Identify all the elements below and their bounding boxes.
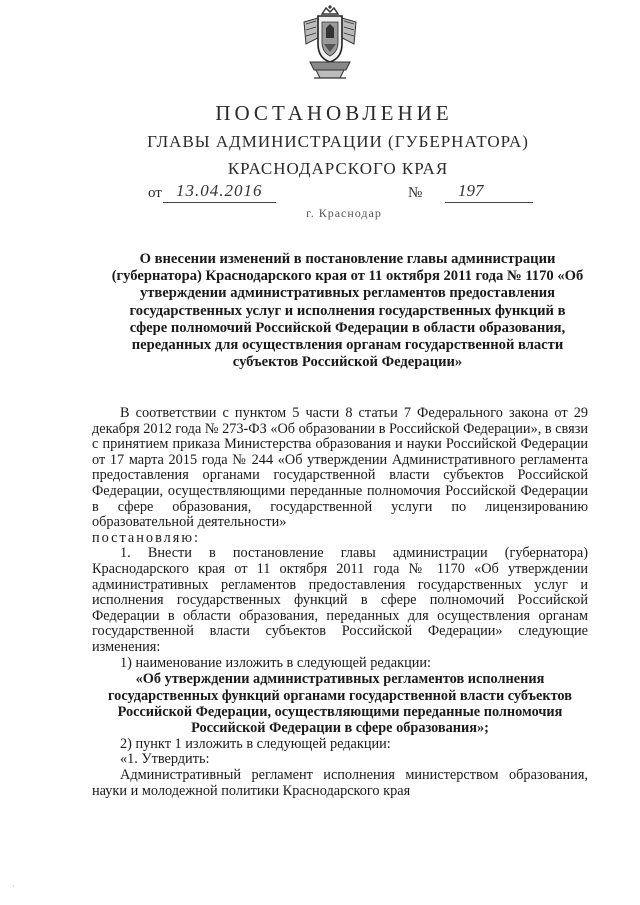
scan-mark: · <box>12 882 15 891</box>
issuer-heading-line2: КРАСНОДАРСКОГО КРАЯ <box>227 159 449 178</box>
coat-of-arms-emblem <box>300 4 360 86</box>
document-body <box>92 406 588 799</box>
regulation-paragraph: Административный регламент исполнения министерством образования, науки и молодежной политики Краснодарского края <box>92 766 588 799</box>
date-number-row <box>0 183 640 207</box>
resolve-word: постановляю: <box>92 529 200 546</box>
sub-item-2: 2) пункт 1 изложить в следующей редакции: <box>120 735 391 752</box>
sub-item-1: 1) наименование изложить в следующей редакции: <box>120 654 431 671</box>
sub-item-3: «1. Утвердить: <box>120 751 210 768</box>
number-prefix: № <box>408 185 423 201</box>
document-type-heading: ПОСТАНОВЛЕНИЕ <box>215 101 453 125</box>
city-label: г. Краснодар <box>306 206 382 220</box>
handwritten-number: 197 <box>458 181 484 200</box>
preamble-paragraph: В соответствии с пунктом 5 части 8 статьи 7 Федерального закона от 29 декабря 2012 года № 273-ФЗ «Об образовании в Российской Федерации», в связи с принятием приказа Министерства образования и науки Российской Федерации от 17 марта 2015 года № 244 «Об утверждении Административного регламента предоставления органами государственной власти субъектов Российской Федерации, осуществляющими переданные полномочия Российской Федерации в сфере образования, государственной услуги по лицензированию образовательной деятельности» <box>92 405 588 531</box>
handwritten-date: 13.04.2016 <box>176 181 263 200</box>
date-prefix: от <box>148 185 162 201</box>
issuer-heading-line1: ГЛАВЫ АДМИНИСТРАЦИИ (ГУБЕРНАТОРА) <box>147 132 529 151</box>
date-underline <box>163 202 276 203</box>
clause-1-paragraph: 1. Внести в постановление главы администрации (губернатора) Краснодарского края от 11 октября 2011 года № 1170 «Об утверждении административных регламентов предоставления государственных услуг и исполнения государственных функций в сфере полномочий Российской Федерации в области образования, переданных для осуществления органам государственной власти субъектов Российской Федерации» следующие изменения: <box>92 545 588 655</box>
resolution-title: О внесении изменений в постановление главы администрации (губернатора) Краснодарского края от 11 октября 2011 года № 1170 «Об утверждении административных регламентов предоставления государственных услуг и исполнения государственных функций в сфере полномочий Российской Федерации в области образования, переданных для осуществления органам государственной власти субъектов Российской Федерации» <box>111 251 584 371</box>
number-underline <box>445 202 533 203</box>
new-title-quote: «Об утверждении административных регламентов исполнения государственных функций органами государственной власти субъектов Российской Федерации, осуществляющими переданные полномочия Российской Федерации в сфере образования»; <box>108 671 572 737</box>
